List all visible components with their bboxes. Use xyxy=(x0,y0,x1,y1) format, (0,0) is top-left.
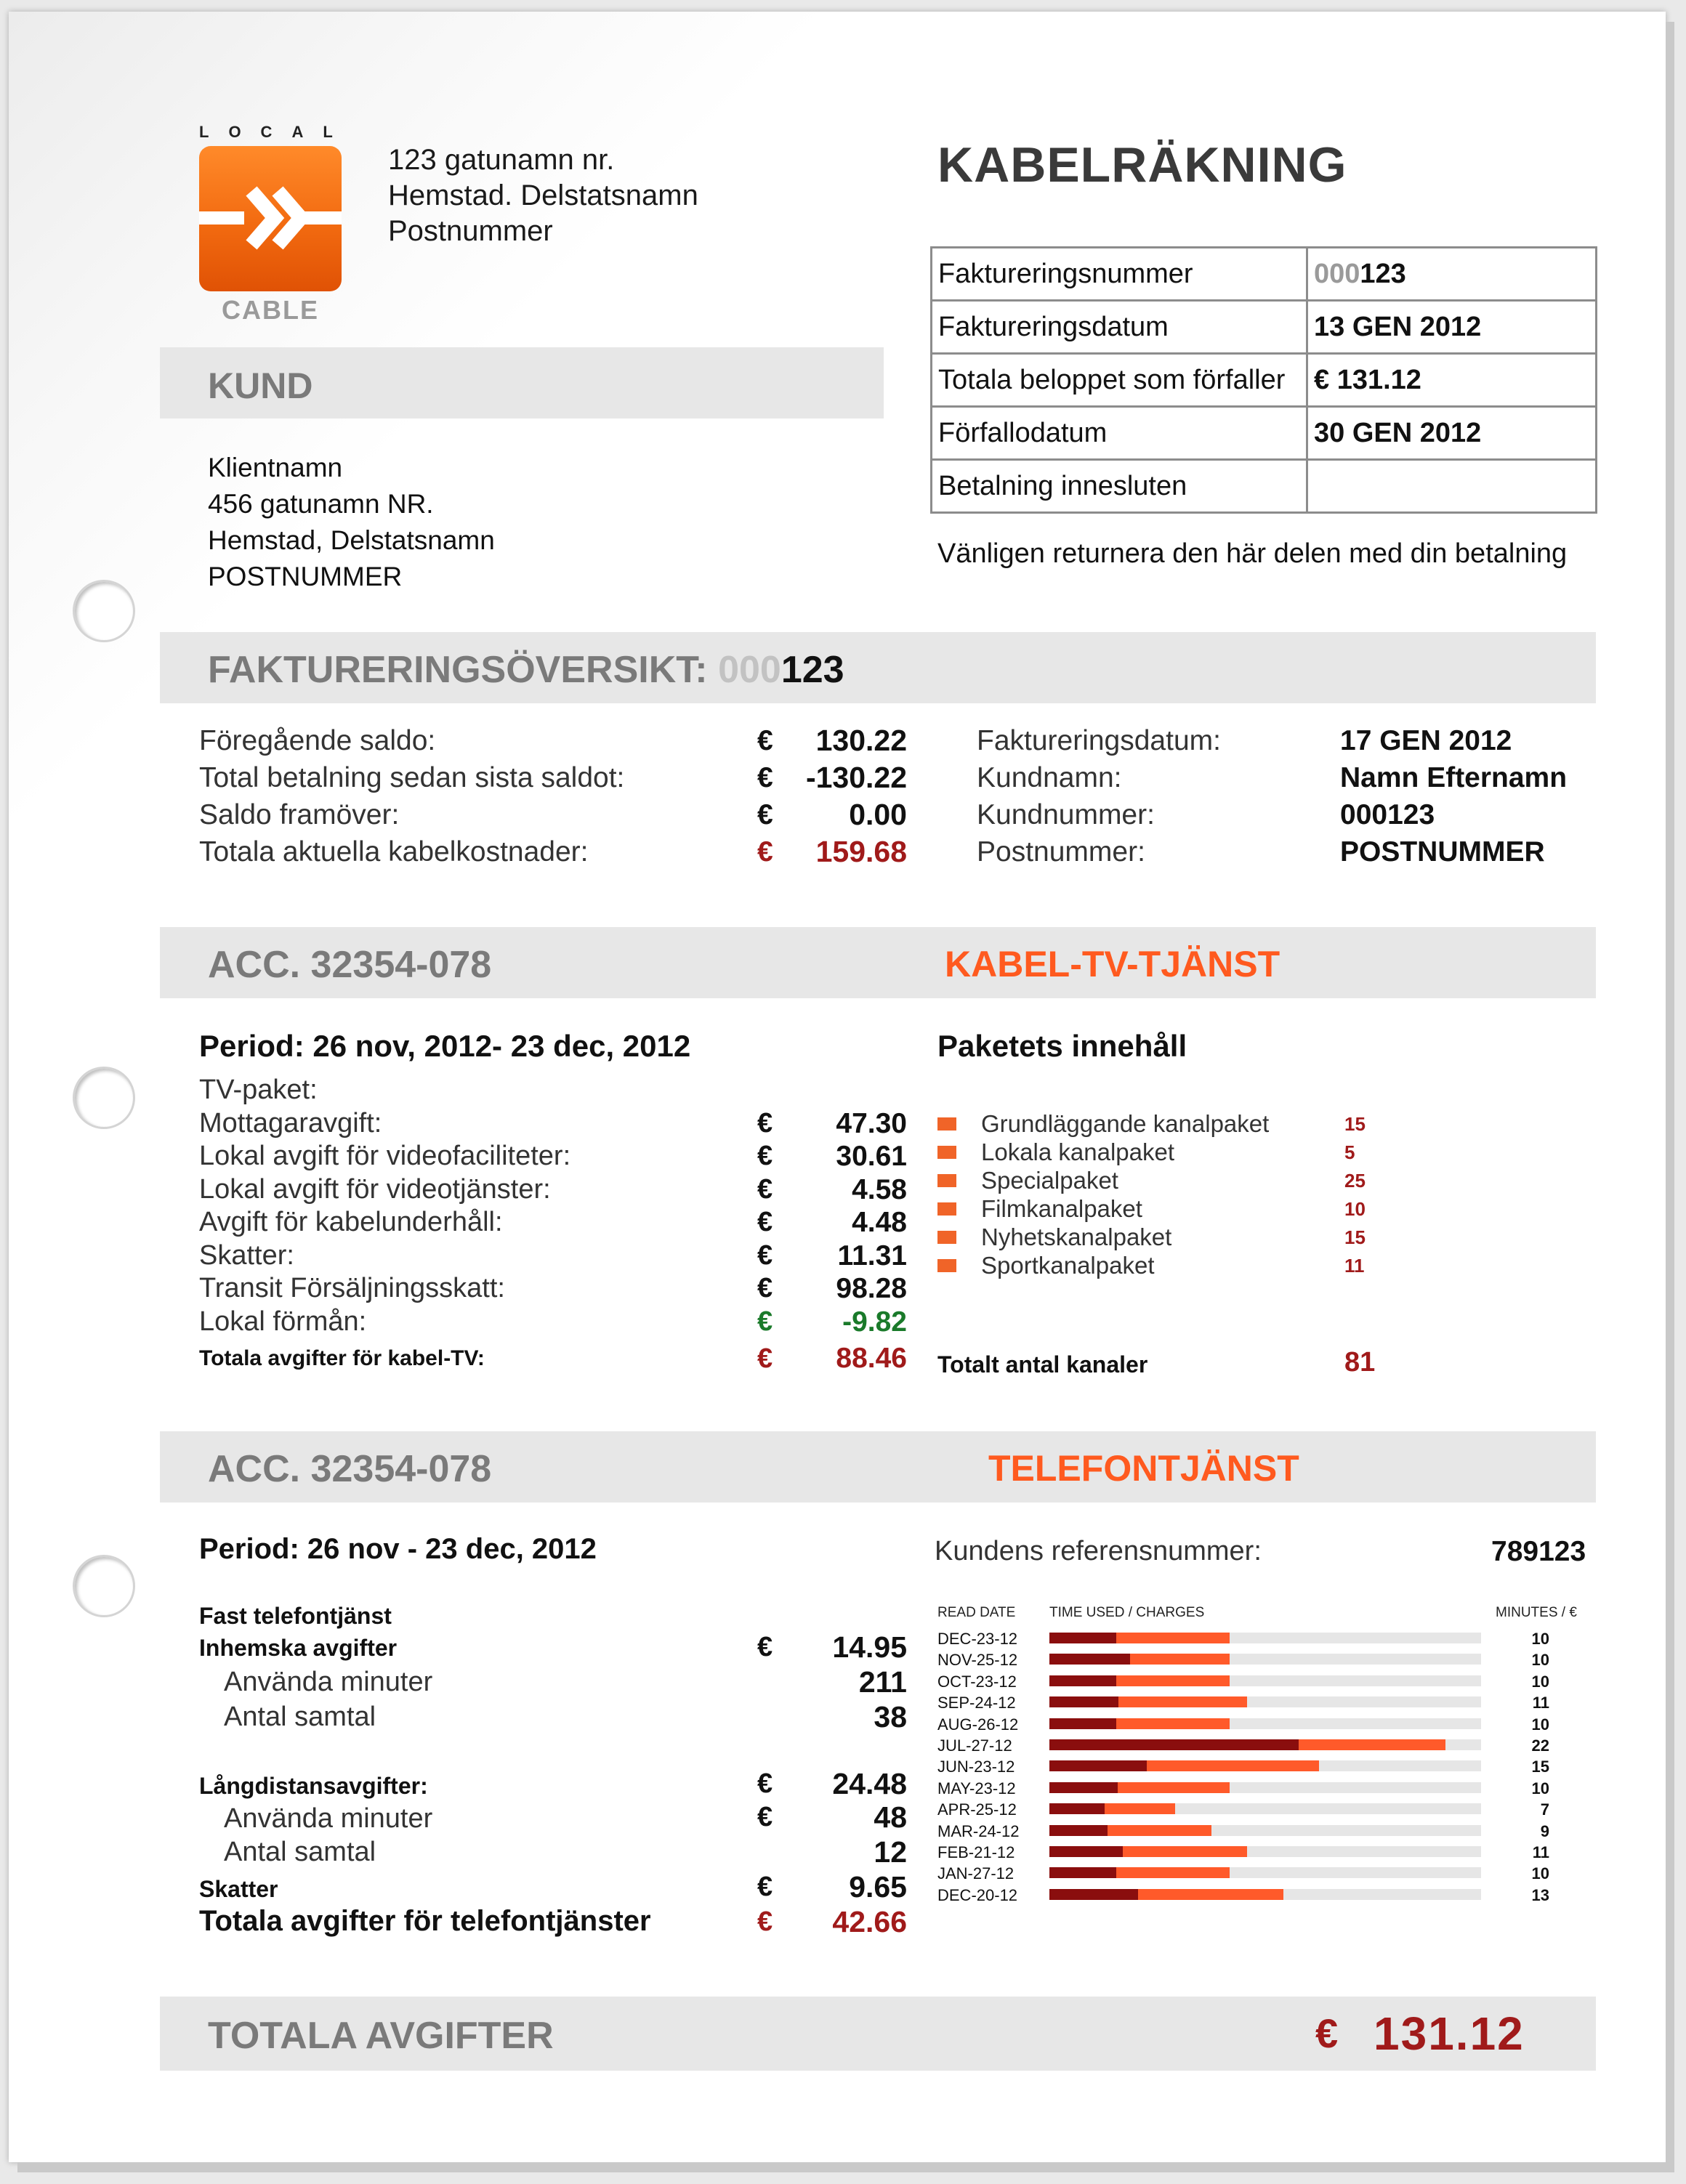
phone-header-bar xyxy=(160,1431,1596,1502)
overview-label: Föregående saldo: xyxy=(199,725,436,756)
chart-header-date: READ DATE xyxy=(937,1605,1016,1620)
overview-left-labels xyxy=(199,722,624,870)
chart-bar-time xyxy=(1049,1889,1138,1900)
currency-symbol: € xyxy=(757,1173,773,1205)
currency-symbol: € xyxy=(757,1273,773,1303)
currency-symbol: € xyxy=(757,1343,773,1374)
chart-bar-time xyxy=(1049,1696,1118,1707)
domestic-calls-label: Antal samtal xyxy=(224,1702,376,1732)
chart-rows xyxy=(937,1630,1599,1909)
overview-label: Postnummer: xyxy=(977,836,1145,867)
overview-heading: FAKTURERINGSÖVERSIKT: 000123 xyxy=(208,649,844,691)
invoice-info-table xyxy=(930,246,1597,514)
overview-value: 17 GEN 2012 xyxy=(1340,725,1512,756)
chart-value-label: 13 xyxy=(1531,1885,1549,1904)
cable-line-label: Lokal avgift för videofaciliteter: xyxy=(199,1141,571,1171)
chart-bar-time xyxy=(1049,1825,1108,1836)
chart-date-label: MAY-23-12 xyxy=(937,1779,1016,1797)
cable-labels-col xyxy=(199,1074,570,1379)
chart-value-label: 15 xyxy=(1531,1758,1549,1776)
package-count: 5 xyxy=(1344,1141,1355,1163)
chart-bar-time xyxy=(1049,1760,1147,1771)
cable-line-label: Skatter: xyxy=(199,1239,294,1271)
chart-bar-time xyxy=(1049,1739,1299,1750)
chart-bar-time xyxy=(1049,1675,1116,1686)
customer-header-bar xyxy=(160,347,884,418)
currency-symbol: € xyxy=(757,1306,773,1337)
cable-values-col xyxy=(794,1107,907,1380)
package-count: 25 xyxy=(1344,1170,1366,1192)
overview-value: POSTNUMMER xyxy=(1340,836,1545,867)
overview-right-labels xyxy=(977,722,1221,870)
table-row xyxy=(932,301,1597,354)
usage-chart xyxy=(937,1605,1599,1910)
domestic-label: Inhemska avgifter xyxy=(199,1635,398,1661)
logo-top-text: LOCAL xyxy=(199,123,352,141)
bullet-square-icon xyxy=(937,1146,956,1159)
cable-total-value: 88.46 xyxy=(836,1343,907,1374)
cable-line-label: Lokal avgift för videotjänster: xyxy=(199,1173,551,1205)
chart-value-label: 10 xyxy=(1531,1864,1549,1883)
currency-symbol: € xyxy=(757,1872,773,1902)
customer-line: POSTNUMMER xyxy=(208,562,403,591)
domestic-calls-value: 38 xyxy=(874,1700,907,1734)
double-chevron-right-icon xyxy=(199,146,342,291)
overview-value: 0.00 xyxy=(849,798,907,831)
currency-symbol: € xyxy=(757,1802,773,1832)
currency-symbol: € xyxy=(757,725,773,756)
long-distance-label: Långdistansavgifter: xyxy=(199,1773,428,1799)
chart-value-label: 10 xyxy=(1531,1672,1549,1691)
package-name: Filmkanalpaket xyxy=(981,1195,1142,1222)
overview-label: Faktureringsdatum: xyxy=(977,725,1221,756)
currency-symbol: € xyxy=(757,762,773,793)
payment-enclosed-field[interactable] xyxy=(1307,460,1597,513)
chart-value-label: 7 xyxy=(1540,1800,1549,1819)
cable-line-label: Lokal förmån: xyxy=(199,1306,367,1337)
cable-line-label: TV-paket: xyxy=(199,1075,318,1105)
currency-symbol: € xyxy=(757,836,773,867)
package-name: Specialpaket xyxy=(981,1167,1118,1194)
chart-date-label: DEC-20-12 xyxy=(937,1885,1018,1904)
domestic-minutes-label: Använda minuter xyxy=(224,1667,433,1697)
bullet-square-icon xyxy=(937,1231,956,1244)
chart-value-label: 10 xyxy=(1531,1779,1549,1797)
currency-symbol: € xyxy=(757,1906,773,1937)
overview-label: Saldo framöver: xyxy=(199,799,400,830)
info-label: Faktureringsdatum xyxy=(932,301,1307,354)
customer-line: Hemstad, Delstatsnamn xyxy=(208,525,495,555)
customer-heading: KUND xyxy=(208,365,313,406)
bullet-square-icon xyxy=(937,1117,956,1131)
cable-line-label: Mottagaravgift: xyxy=(199,1107,382,1138)
cable-service-title: KABEL-TV-TJÄNST xyxy=(945,944,1280,984)
overview-value: 000123 xyxy=(1340,799,1435,830)
package-contents-heading: Paketets innehåll xyxy=(937,1029,1187,1063)
info-label: Förfallodatum xyxy=(932,407,1307,460)
cable-line-value: 11.31 xyxy=(837,1239,907,1271)
info-label: Betalning innesluten xyxy=(932,460,1307,513)
phone-taxes-value: 9.65 xyxy=(849,1870,907,1904)
chart-bar-time xyxy=(1049,1633,1116,1643)
invoice-number-value: 000123 xyxy=(1307,248,1597,301)
reference-label: Kundens referensnummer: xyxy=(935,1536,1262,1566)
cable-line-label: Avgift för kabelunderhåll: xyxy=(199,1207,503,1237)
package-name: Nyhetskanalpaket xyxy=(981,1224,1172,1250)
overview-value: 130.22 xyxy=(815,724,907,757)
overview-label: Kundnamn: xyxy=(977,762,1122,793)
cable-tv-header-bar xyxy=(160,927,1596,998)
chart-bar-time xyxy=(1049,1867,1116,1878)
overview-currency-col xyxy=(757,722,773,870)
chart-date-label: SEP-24-12 xyxy=(937,1694,1016,1712)
reference-value: 789123 xyxy=(1491,1536,1586,1567)
chart-date-label: JUL-27-12 xyxy=(937,1736,1012,1755)
chart-bar-time xyxy=(1049,1846,1123,1857)
cable-period: Period: 26 nov, 2012- 23 dec, 2012 xyxy=(199,1029,691,1063)
currency-symbol: € xyxy=(757,1768,773,1799)
logo-bottom-text: CABLE xyxy=(222,295,319,325)
chart-value-label: 10 xyxy=(1531,1630,1549,1648)
overview-value: Namn Efternamn xyxy=(1340,762,1568,793)
package-list xyxy=(937,1110,1388,1285)
long-distance-calls-value: 12 xyxy=(874,1835,907,1869)
cable-currency-col xyxy=(757,1107,773,1380)
phone-taxes-label: Skatter xyxy=(199,1876,278,1902)
table-row xyxy=(932,354,1597,407)
info-label: Faktureringsnummer xyxy=(932,248,1307,301)
return-note: Vänligen returnera den här delen med din betalning xyxy=(937,538,1568,569)
chart-value-label: 10 xyxy=(1531,1651,1549,1670)
sender-line: Hemstad. Delstatsnamn xyxy=(388,179,698,211)
cable-line-value: 47.30 xyxy=(836,1107,907,1139)
grand-total-bar xyxy=(160,1997,1596,2071)
package-name: Lokala kanalpaket xyxy=(981,1138,1175,1165)
chart-date-label: OCT-23-12 xyxy=(937,1672,1017,1691)
grand-total-value: 131.12 xyxy=(1374,2007,1525,2060)
phone-service-title: TELEFONTJÄNST xyxy=(988,1448,1299,1489)
package-count: 10 xyxy=(1344,1198,1366,1220)
chart-date-label: MAR-24-12 xyxy=(937,1821,1020,1840)
invoice-sheet xyxy=(9,12,1666,2162)
long-distance-calls-label: Antal samtal xyxy=(224,1837,376,1867)
cable-line-label: Transit Försäljningsskatt: xyxy=(199,1273,505,1303)
grand-total-label: TOTALA AVGIFTER xyxy=(208,2015,554,2057)
sender-line: Postnummer xyxy=(388,215,553,247)
package-count: 15 xyxy=(1344,1113,1366,1135)
chart-date-label: APR-25-12 xyxy=(937,1800,1017,1819)
cable-line-value: 4.48 xyxy=(852,1207,907,1238)
chart-date-label: FEB-21-12 xyxy=(937,1843,1015,1861)
customer-line: Klientnamn xyxy=(208,453,343,482)
grand-total-currency: € xyxy=(1315,2010,1339,2056)
amount-due-value: € 131.12 xyxy=(1307,354,1597,407)
cable-total-label: Totala avgifter för kabel-TV: xyxy=(199,1346,485,1370)
chart-header-minutes: MINUTES / € xyxy=(1496,1605,1577,1620)
punch-hole xyxy=(73,1555,135,1617)
chart-bar-time xyxy=(1049,1718,1116,1729)
long-distance-minutes-value: 48 xyxy=(874,1800,907,1834)
chart-value-label: 9 xyxy=(1540,1821,1549,1840)
long-distance-value: 24.48 xyxy=(832,1767,907,1800)
customer-address xyxy=(208,450,495,595)
chart-date-label: JUN-23-12 xyxy=(937,1758,1015,1776)
overview-value: 159.68 xyxy=(815,835,907,868)
overview-header-bar xyxy=(160,632,1596,703)
chart-date-label: DEC-23-12 xyxy=(937,1630,1018,1648)
bullet-square-icon xyxy=(937,1202,956,1216)
currency-symbol: € xyxy=(757,1107,773,1138)
phone-total-value: 42.66 xyxy=(832,1905,907,1938)
package-name: Grundläggande kanalpaket xyxy=(981,1110,1270,1137)
domestic-minutes-value: 211 xyxy=(858,1665,907,1699)
overview-label: Totala aktuella kabelkostnader: xyxy=(199,836,589,867)
currency-symbol: € xyxy=(757,1239,773,1271)
chart-date-label: AUG-26-12 xyxy=(937,1715,1019,1734)
info-label: Totala beloppet som förfaller xyxy=(932,354,1307,407)
cable-line-value: 98.28 xyxy=(836,1273,907,1304)
chart-header-usage: TIME USED / CHARGES xyxy=(1049,1605,1205,1620)
currency-symbol: € xyxy=(757,799,773,830)
cable-line-value: 4.58 xyxy=(852,1173,907,1205)
cable-line-value: -9.82 xyxy=(842,1306,907,1338)
package-count: 15 xyxy=(1344,1226,1366,1248)
long-distance-minutes-label: Använda minuter xyxy=(224,1803,433,1834)
chart-value-label: 11 xyxy=(1532,1694,1549,1712)
table-row xyxy=(932,460,1597,513)
cable-line-value: 30.61 xyxy=(836,1141,907,1172)
total-channels-value: 81 xyxy=(1344,1347,1376,1378)
info-value: 13 GEN 2012 xyxy=(1307,301,1597,354)
package-count: 11 xyxy=(1344,1255,1365,1277)
bullet-square-icon xyxy=(937,1174,956,1187)
sender-address xyxy=(388,142,698,249)
chart-date-label: NOV-25-12 xyxy=(937,1651,1018,1670)
chart-bar-time xyxy=(1049,1654,1130,1665)
phone-account-number: ACC. 32354-078 xyxy=(208,1448,492,1490)
chart-value-label: 11 xyxy=(1532,1843,1549,1861)
table-row xyxy=(932,407,1597,460)
overview-values-col xyxy=(779,722,907,870)
package-name: Sportkanalpaket xyxy=(981,1252,1155,1279)
currency-symbol: € xyxy=(757,1141,773,1171)
document-title: KABELRÄKNING xyxy=(937,137,1347,193)
punch-hole xyxy=(73,580,135,642)
overview-right-values xyxy=(1340,722,1567,870)
overview-label: Kundnummer: xyxy=(977,799,1155,830)
currency-symbol: € xyxy=(757,1632,773,1662)
overview-value: -130.22 xyxy=(805,761,907,794)
chart-value-label: 10 xyxy=(1531,1715,1549,1734)
chart-date-label: JAN-27-12 xyxy=(937,1864,1015,1883)
fixed-service-label: Fast telefontjänst xyxy=(199,1603,392,1629)
currency-symbol: € xyxy=(757,1207,773,1237)
table-row xyxy=(932,248,1597,301)
phone-period: Period: 26 nov - 23 dec, 2012 xyxy=(199,1533,597,1565)
customer-line: 456 gatunamn NR. xyxy=(208,489,434,519)
chart-bar-time xyxy=(1049,1803,1105,1814)
bullet-square-icon xyxy=(937,1259,956,1272)
cable-account-number: ACC. 32354-078 xyxy=(208,944,492,986)
sender-line: 123 gatunamn nr. xyxy=(388,144,615,176)
phone-total-label: Totala avgifter för telefontjänster xyxy=(199,1905,651,1937)
chart-bar-time xyxy=(1049,1782,1118,1793)
domestic-value: 14.95 xyxy=(832,1630,907,1664)
total-channels-label: Totalt antal kanaler xyxy=(937,1351,1148,1378)
info-value: 30 GEN 2012 xyxy=(1307,407,1597,460)
punch-hole xyxy=(73,1067,135,1129)
overview-label: Total betalning sedan sista saldot: xyxy=(199,762,625,793)
chart-value-label: 22 xyxy=(1531,1736,1549,1755)
